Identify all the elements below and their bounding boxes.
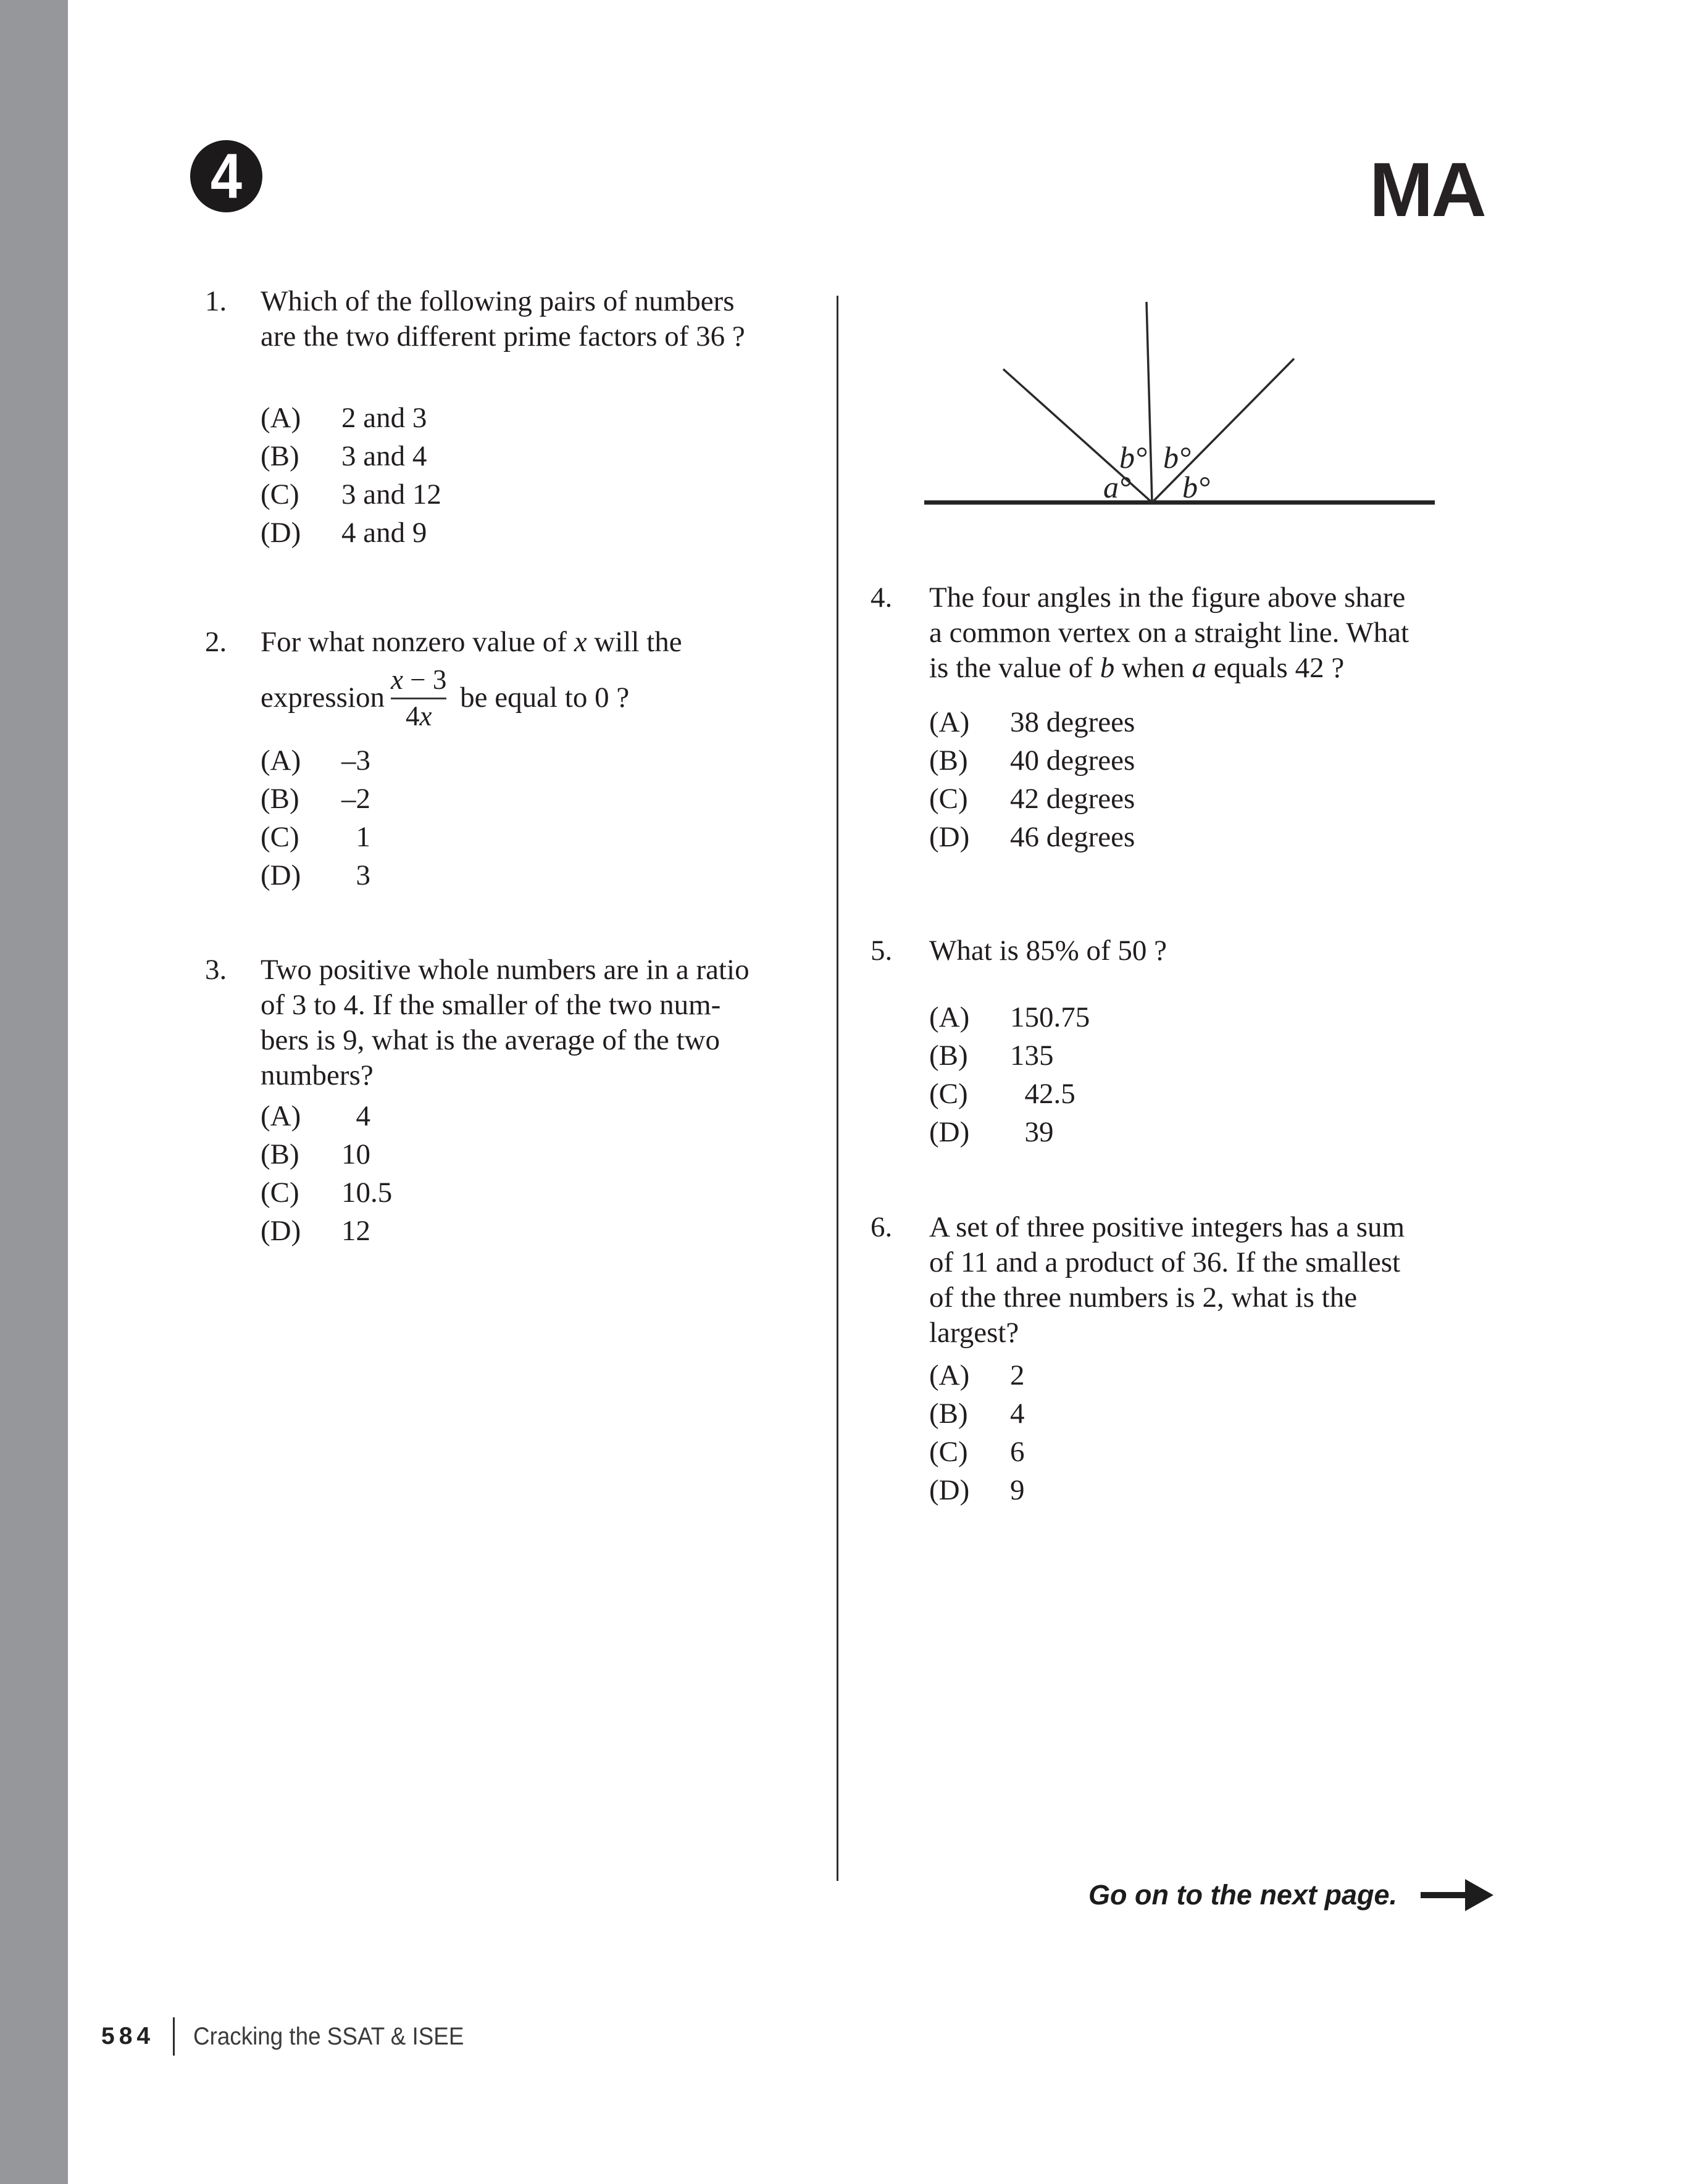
- page-footer: [101, 2017, 488, 2056]
- go-on-text: Go on to the next page.: [1088, 1879, 1398, 1911]
- fraction-denominator: [406, 701, 432, 731]
- option-letter: (D): [261, 517, 301, 549]
- question-body: [261, 284, 832, 552]
- option-row: [261, 1212, 832, 1250]
- question-line: [929, 651, 1543, 686]
- option-value: 42 degrees: [1010, 783, 1135, 815]
- option-value: 2 and 3: [341, 402, 427, 434]
- question-body: [929, 933, 1543, 1151]
- option-value: –3: [341, 744, 370, 777]
- section-badge-number: 4: [210, 141, 243, 212]
- question-4: [871, 580, 1543, 856]
- option-letter: (A): [261, 402, 301, 434]
- question-line: of 11 and a product of 36. If the smallest: [929, 1246, 1401, 1278]
- option-letter: (B): [261, 1138, 299, 1170]
- option-value: 4 and 9: [341, 517, 427, 549]
- option-row: [929, 818, 1543, 856]
- option-letter: (C): [929, 1078, 968, 1110]
- question-5: [871, 933, 1543, 1151]
- question-line: are the two different prime factors of 36 ?: [261, 320, 745, 352]
- option-letter: (A): [929, 706, 970, 738]
- fraction-bar: [391, 698, 446, 699]
- option-letter: (B): [929, 1040, 968, 1072]
- angle-label-a-lower-left: a°: [1103, 470, 1131, 504]
- angle-label-b-lower-right: b°: [1182, 470, 1210, 504]
- option-value: 39: [1010, 1116, 1054, 1148]
- option-value: 3: [341, 859, 370, 891]
- text-segment: expression: [261, 681, 385, 714]
- option-row: [929, 703, 1543, 741]
- section-code: MA: [1369, 148, 1485, 233]
- option-letter: (C): [929, 1436, 968, 1468]
- option-row: [261, 514, 832, 552]
- option-letter: (D): [261, 1215, 301, 1247]
- angle-label-b-upper-right: b°: [1163, 440, 1191, 475]
- option-row: [929, 1036, 1543, 1075]
- option-row: [261, 818, 832, 856]
- option-row: [261, 1097, 832, 1135]
- question-line: The four angles in the figure above share: [929, 581, 1406, 614]
- question-number: 4.: [871, 581, 893, 614]
- text-segment: when: [1114, 652, 1192, 684]
- option-value: 10: [341, 1138, 370, 1170]
- option-letter: (D): [929, 1474, 970, 1506]
- option-row: [261, 399, 832, 437]
- option-row: [929, 1433, 1543, 1471]
- question-line: of the three numbers is 2, what is the: [929, 1282, 1358, 1314]
- left-margin-bar: [0, 0, 68, 2184]
- options-list: [929, 998, 1543, 1151]
- question-line: [261, 625, 832, 660]
- option-letter: (D): [929, 821, 970, 853]
- text-segment: 4: [405, 700, 420, 731]
- option-letter: (B): [261, 783, 299, 815]
- question-number: 2.: [205, 626, 227, 658]
- variable-b: b: [1100, 652, 1115, 684]
- option-row: [929, 998, 1543, 1036]
- question-line: numbers?: [261, 1059, 374, 1091]
- question-6: [871, 1210, 1543, 1509]
- expression-line: [261, 660, 832, 735]
- option-row: [929, 780, 1543, 818]
- option-value: –2: [341, 783, 370, 815]
- angles-figure: [901, 272, 1445, 531]
- question-line: bers is 9, what is the average of the two: [261, 1024, 720, 1056]
- option-row: [261, 780, 832, 818]
- option-row: [261, 1135, 832, 1173]
- footer-page-number: 584: [101, 2023, 155, 2049]
- option-letter: (A): [929, 1001, 970, 1033]
- option-value: 10.5: [341, 1177, 393, 1209]
- option-letter: (C): [261, 821, 299, 853]
- go-on-instruction: [1088, 1875, 1495, 1915]
- text-segment: equals 42 ?: [1206, 652, 1345, 684]
- options-list: [261, 399, 832, 552]
- option-value: 150.75: [1010, 1001, 1090, 1033]
- variable-x: x: [419, 700, 432, 731]
- option-row: [261, 437, 832, 475]
- option-value: 12: [341, 1215, 370, 1247]
- footer-divider: [173, 2017, 175, 2056]
- text-segment: For what nonzero value of: [261, 626, 574, 658]
- options-list: [929, 703, 1543, 856]
- option-letter: (B): [929, 1398, 968, 1430]
- option-value: 2: [1010, 1359, 1025, 1391]
- variable-a: a: [1192, 652, 1207, 684]
- option-row: [261, 1173, 832, 1212]
- option-value: 1: [341, 821, 370, 853]
- question-1: [205, 284, 832, 552]
- option-letter: (D): [261, 859, 301, 891]
- options-list: [929, 1356, 1543, 1509]
- question-body: [261, 952, 832, 1250]
- option-letter: (C): [261, 1177, 299, 1209]
- text-segment: be equal to 0 ?: [453, 681, 630, 714]
- options-list: [261, 1097, 832, 1250]
- question-line: Which of the following pairs of numbers: [261, 285, 735, 317]
- question-body: [929, 1210, 1543, 1509]
- fraction: [391, 664, 446, 731]
- option-value: 3 and 12: [341, 478, 441, 511]
- question-body: [261, 625, 832, 894]
- option-row: [929, 1356, 1543, 1394]
- question-number: 3.: [205, 954, 227, 986]
- option-value: 40 degrees: [1010, 744, 1135, 777]
- option-letter: (A): [929, 1359, 970, 1391]
- text-segment: will the: [587, 626, 682, 658]
- option-letter: (C): [929, 783, 968, 815]
- question-3: [205, 952, 832, 1250]
- option-value: 4: [1010, 1398, 1025, 1430]
- option-row: [929, 1075, 1543, 1113]
- question-line: largest?: [929, 1317, 1019, 1349]
- question-number: 1.: [205, 285, 227, 317]
- option-value: 4: [341, 1100, 370, 1132]
- next-page-arrow-icon: [1421, 1875, 1495, 1915]
- option-value: 3 and 4: [341, 440, 427, 472]
- question-number: 5.: [871, 935, 893, 967]
- section-badge: [190, 140, 262, 212]
- ray-vertical: [1146, 302, 1152, 502]
- option-letter: (B): [261, 440, 299, 472]
- options-list: [261, 741, 832, 894]
- option-value: 46 degrees: [1010, 821, 1135, 853]
- question-line: What is 85% of 50 ?: [929, 935, 1167, 967]
- variable-x: x: [391, 664, 403, 695]
- question-line: Two positive whole numbers are in a ratio: [261, 954, 750, 986]
- option-value: 42.5: [1010, 1078, 1075, 1110]
- question-line: of 3 to 4. If the smaller of the two num-: [261, 989, 721, 1021]
- variable-x: x: [574, 626, 587, 658]
- column-divider: [837, 296, 838, 1881]
- option-letter: (B): [929, 744, 968, 777]
- text-segment: − 3: [403, 664, 447, 695]
- option-value: 6: [1010, 1436, 1025, 1468]
- option-letter: (A): [261, 744, 301, 777]
- option-value: 38 degrees: [1010, 706, 1135, 738]
- question-number: 6.: [871, 1211, 893, 1243]
- question-body: [929, 580, 1543, 856]
- option-row: [929, 1113, 1543, 1151]
- option-row: [929, 1471, 1543, 1509]
- option-letter: (D): [929, 1116, 970, 1148]
- option-row: [929, 1394, 1543, 1433]
- option-row: [261, 475, 832, 514]
- ray-up-right: [1152, 359, 1294, 502]
- option-letter: (A): [261, 1100, 301, 1132]
- footer-book-title: Cracking the SSAT & ISEE: [193, 2022, 464, 2050]
- option-row: [261, 741, 832, 780]
- angle-label-b-upper-left: b°: [1119, 440, 1147, 475]
- option-value: 135: [1010, 1040, 1054, 1072]
- question-line: a common vertex on a straight line. What: [929, 617, 1409, 649]
- option-value: 9: [1010, 1474, 1025, 1506]
- option-row: [929, 741, 1543, 780]
- option-letter: (C): [261, 478, 299, 511]
- fraction-numerator: [391, 664, 446, 695]
- text-segment: is the value of: [929, 652, 1100, 684]
- option-row: [261, 856, 832, 894]
- question-2: [205, 625, 832, 894]
- question-line: A set of three positive integers has a sum: [929, 1211, 1405, 1243]
